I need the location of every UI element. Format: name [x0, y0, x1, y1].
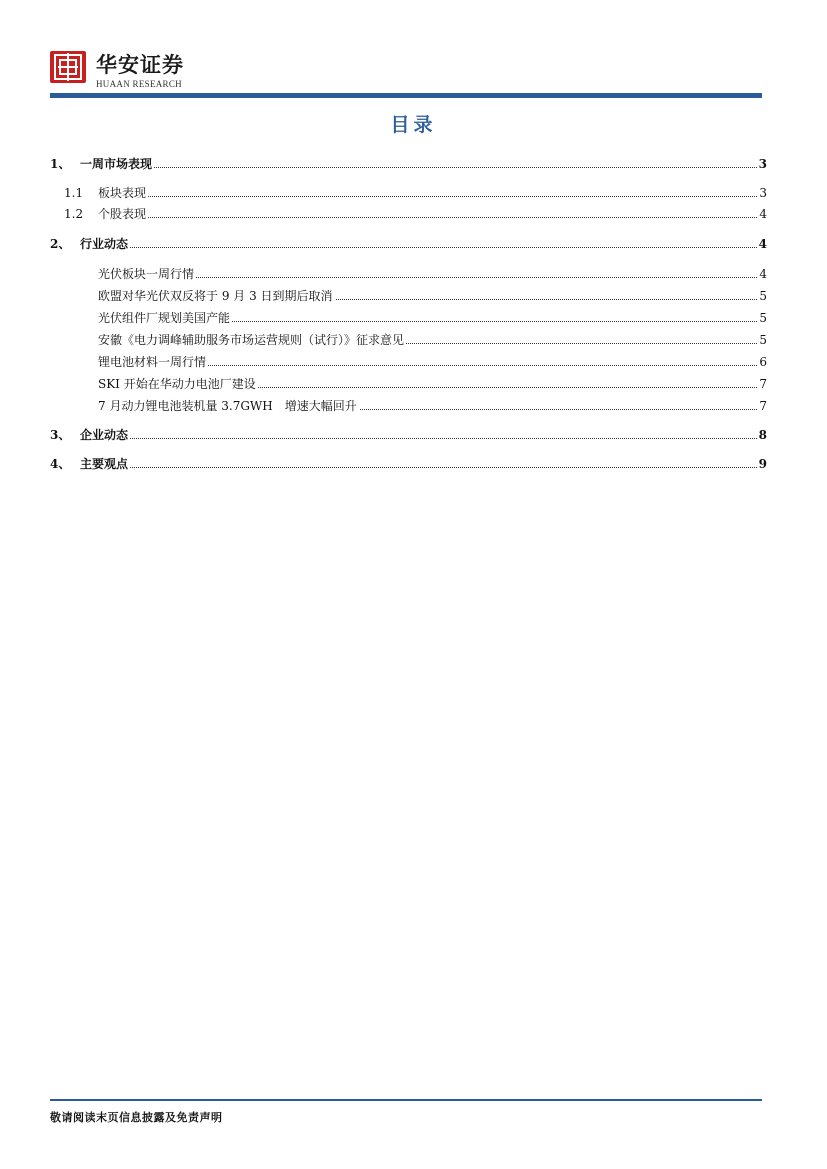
toc-entry[interactable]: [0, 205, 827, 223]
toc-dot-leader: [80, 438, 765, 439]
toc-entry-label[interactable]: 企业动态: [80, 428, 129, 442]
toc-entry[interactable]: [0, 309, 827, 327]
toc-entry-number: 1、: [50, 157, 71, 171]
toc-entry[interactable]: [0, 184, 827, 202]
toc-entry-page: 5: [759, 333, 767, 347]
toc-dot-leader: [98, 196, 765, 197]
toc-entry-page: 7: [759, 399, 767, 413]
toc-entry[interactable]: [0, 375, 827, 393]
toc-entry-number: 4、: [50, 457, 71, 471]
huaan-logo-icon: [50, 51, 86, 83]
footer-rule: [50, 1099, 762, 1101]
toc-entry-label[interactable]: 板块表现: [98, 186, 147, 200]
toc-dot-leader: [80, 247, 765, 248]
huaan-logo-glyph: [50, 51, 86, 83]
toc-entry-label[interactable]: 行业动态: [80, 237, 129, 251]
toc-entry[interactable]: [0, 426, 827, 444]
toc-entry-page: 4: [758, 237, 767, 251]
toc-title: 目录: [390, 114, 437, 136]
toc-entry[interactable]: [0, 397, 827, 415]
toc-entry-page: 7: [759, 377, 767, 391]
brand-name-en: HUAAN RESEARCH: [96, 79, 182, 89]
toc-entry-number: 3、: [50, 428, 71, 442]
toc-entry-page: 3: [759, 186, 767, 200]
toc-entry[interactable]: [0, 155, 827, 173]
toc-entry-page: 4: [759, 207, 767, 221]
toc-entry-label[interactable]: 锂电池材料一周行情: [98, 355, 207, 369]
toc-entry-page: 8: [758, 428, 767, 442]
toc-dot-leader: [80, 467, 765, 468]
toc-dot-leader: [98, 217, 765, 218]
toc-entry-number: 1.1: [64, 186, 84, 200]
toc-entry-label[interactable]: 个股表现: [98, 207, 147, 221]
footer-disclaimer: 敬请阅读末页信息披露及免责声明: [50, 1111, 223, 1124]
toc-dot-leader: [98, 277, 765, 278]
toc-entry-label[interactable]: 主要观点: [80, 457, 129, 471]
header-rule: [50, 93, 762, 98]
toc-entry-label[interactable]: 光伏板块一周行情: [98, 267, 195, 281]
toc-entry-page: 4: [759, 267, 767, 281]
toc-entry-label[interactable]: 安徽《电力调峰辅助服务市场运营规则（试行）》征求意见: [98, 333, 405, 347]
toc-entry-number: 2、: [50, 237, 71, 251]
toc-entry-label[interactable]: 7 月动力锂电池装机量 3.7GWH 增速大幅回升: [98, 399, 357, 413]
toc-entry[interactable]: [0, 455, 827, 473]
toc-entry-label[interactable]: 一周市场表现: [80, 157, 153, 171]
toc-entry[interactable]: [0, 353, 827, 371]
toc-entry-page: 6: [759, 355, 767, 369]
brand-name-cn: 华安证券: [96, 52, 184, 77]
toc-entry-page: 5: [759, 289, 767, 303]
toc-entry[interactable]: [0, 235, 827, 253]
toc-entry-label[interactable]: 光伏组件厂规划美国产能: [98, 311, 231, 325]
toc-entry[interactable]: [0, 331, 827, 349]
toc-entry-page: 5: [759, 311, 767, 325]
toc-entry-label[interactable]: SKI 开始在华动力电池厂建设: [98, 377, 256, 391]
toc-dot-leader: [80, 167, 765, 168]
toc-entry-label[interactable]: 欧盟对华光伏双反将于 9 月 3 日到期后取消: [98, 289, 333, 303]
toc-entry-page: 3: [758, 157, 767, 171]
toc-entry[interactable]: [0, 287, 827, 305]
toc-entry[interactable]: [0, 265, 827, 283]
toc-entry-number: 1.2: [64, 207, 84, 221]
toc-entry-page: 9: [758, 457, 767, 471]
